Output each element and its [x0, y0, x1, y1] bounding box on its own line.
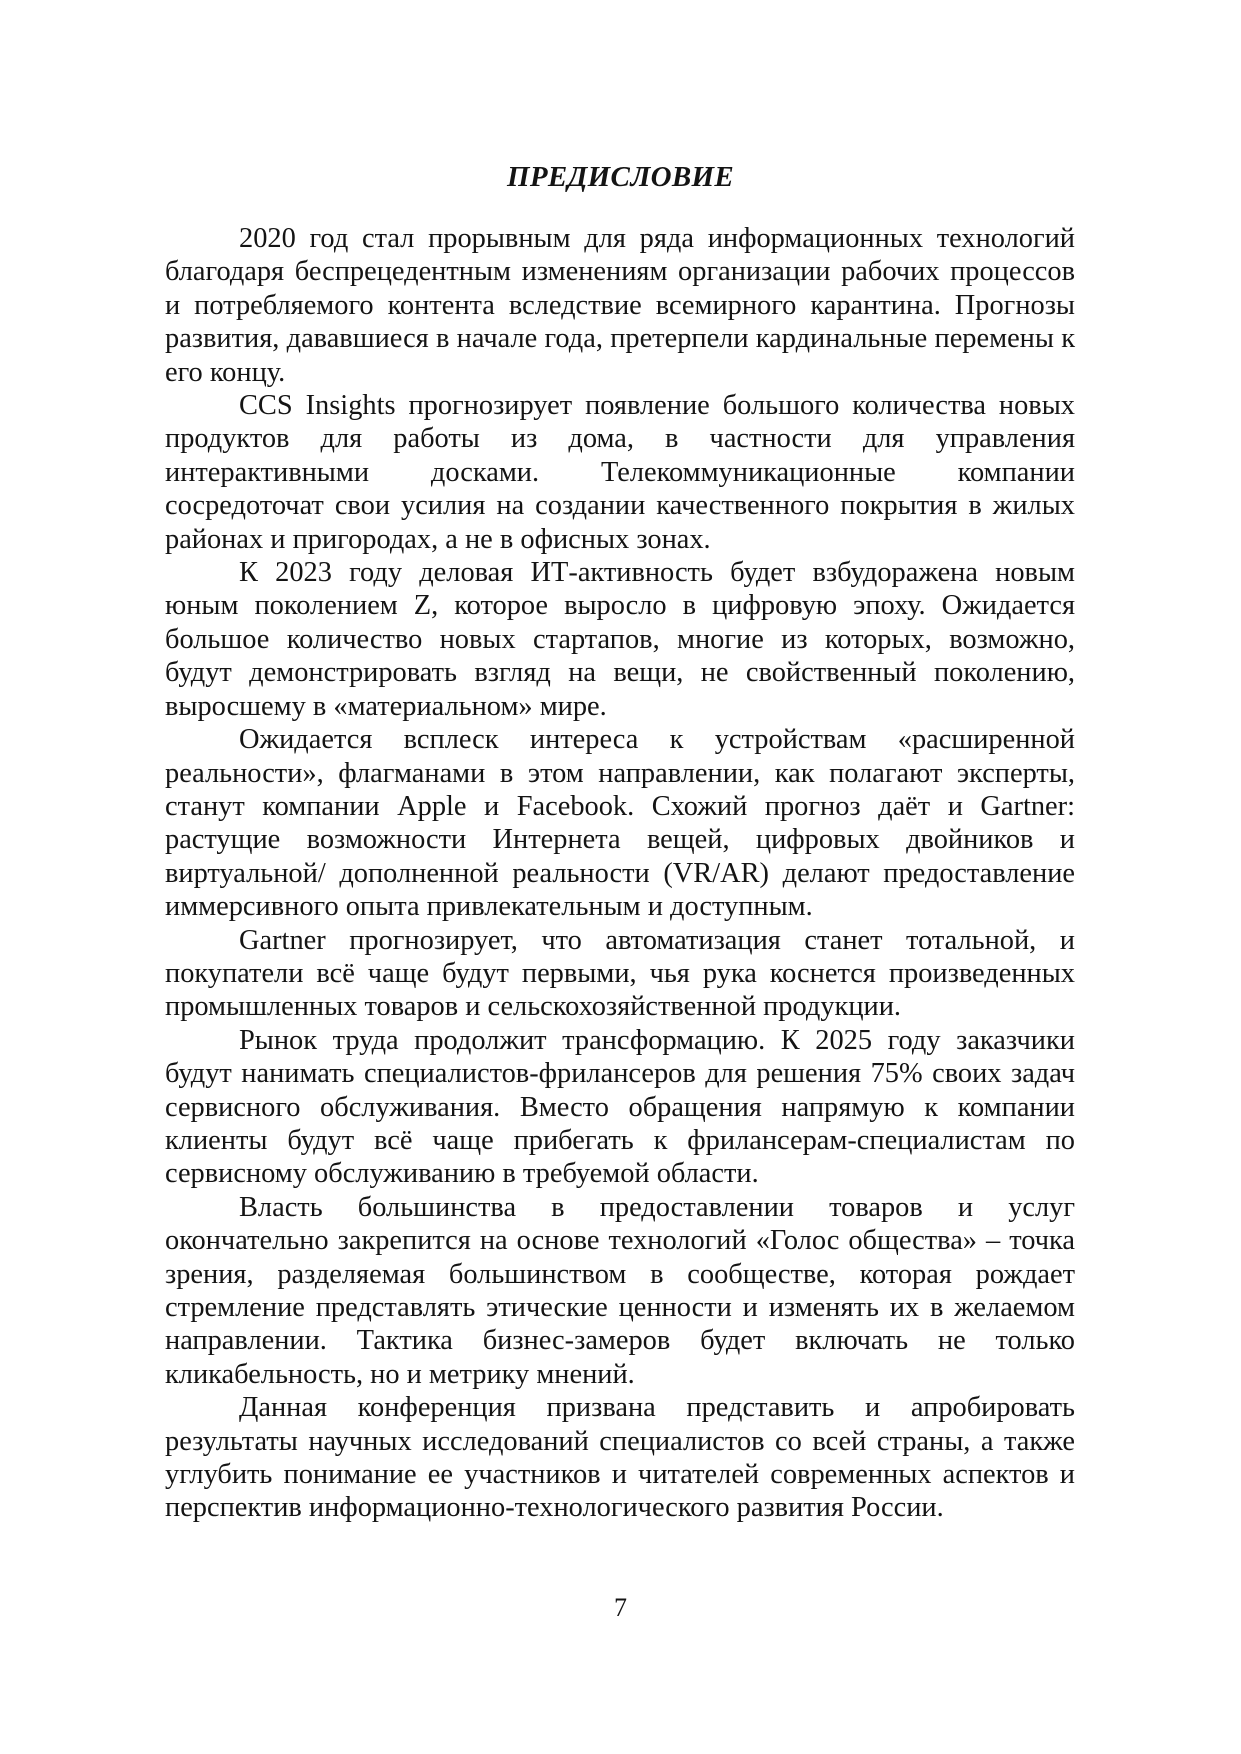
preface-body: [165, 222, 1075, 1525]
paragraph-6: Рынок труда продолжит трансформацию. К 2025 году заказчики будут нанимать специалистов-фрилансеров для решения 75% своих задач сервисного обслуживания. Вместо обращения напрямую к компании клиенты будут всё чаще прибегать к фрилансерам-специалистам по сервисному обслуживанию в требуемой области.: [165, 1024, 1075, 1190]
paragraph-3: К 2023 году деловая ИТ-активность будет взбудоражена новым юным поколением Z, которое выросло в цифровую эпоху. Ожидается большое количество новых стартапов, многие из которых, возможно, будут демонстрировать взгляд на вещи, не свойственный поколению, выросшему в «материальном» мире.: [165, 557, 1075, 722]
paragraph-1: 2020 год стал прорывным для ряда информационных технологий благодаря беспрецедентным изменениям организации рабочих процессов и потребляемого контента вследствие всемирного карантина. Прогнозы развития, дававшиеся в начале года, претерпели кардинальные перемены к его концу.: [165, 223, 1075, 388]
page-title: ПРЕДИСЛОВИЕ: [506, 161, 735, 193]
paragraph-2: CCS Insights прогнозирует появление большого количества новых продуктов для работы из дома, в частности для управления интерактивными досками. Телекоммуникационные компании сосредоточат свои усилия на создании качественного покрытия в жилых районах и пригородах, а не в офисных зонах.: [165, 390, 1075, 555]
paragraph-7: Власть большинства в предоставлении товаров и услуг окончательно закрепится на основе технологий «Голос общества» – точка зрения, разделяемая большинством в сообществе, которая рождает стремление представлять этические ценности и изменять их в желаемом направлении. Тактика бизнес-замеров будет включать не только кликабельность, но и метрику мнений.: [165, 1191, 1075, 1390]
paragraph-8: Данная конференция призвана представить и апробировать результаты научных исследований специалистов со всей страны, а также углубить понимание ее участников и читателей современных аспектов и перспектив информационно-технологического развития России.: [165, 1392, 1075, 1524]
paragraph-4: Ожидается всплеск интереса к устройствам «расширенной реальности», флагманами в этом направлении, как полагают эксперты, станут компании Apple и Facebook. Схожий прогноз даёт и Gartner: растущие возможности Интернета вещей, цифровых двойников и виртуальной/ дополненной реальности (VR/AR) делают предоставление иммерсивного опыта привлекательным и доступным.: [165, 724, 1075, 923]
page-number: 7: [614, 1593, 627, 1622]
paragraph-5: Gartner прогнозирует, что автоматизация станет тотальной, и покупатели всё чаще будут первыми, чья рука коснется произведенных промышленных товаров и сельскохозяйственной продукции.: [165, 924, 1075, 1023]
